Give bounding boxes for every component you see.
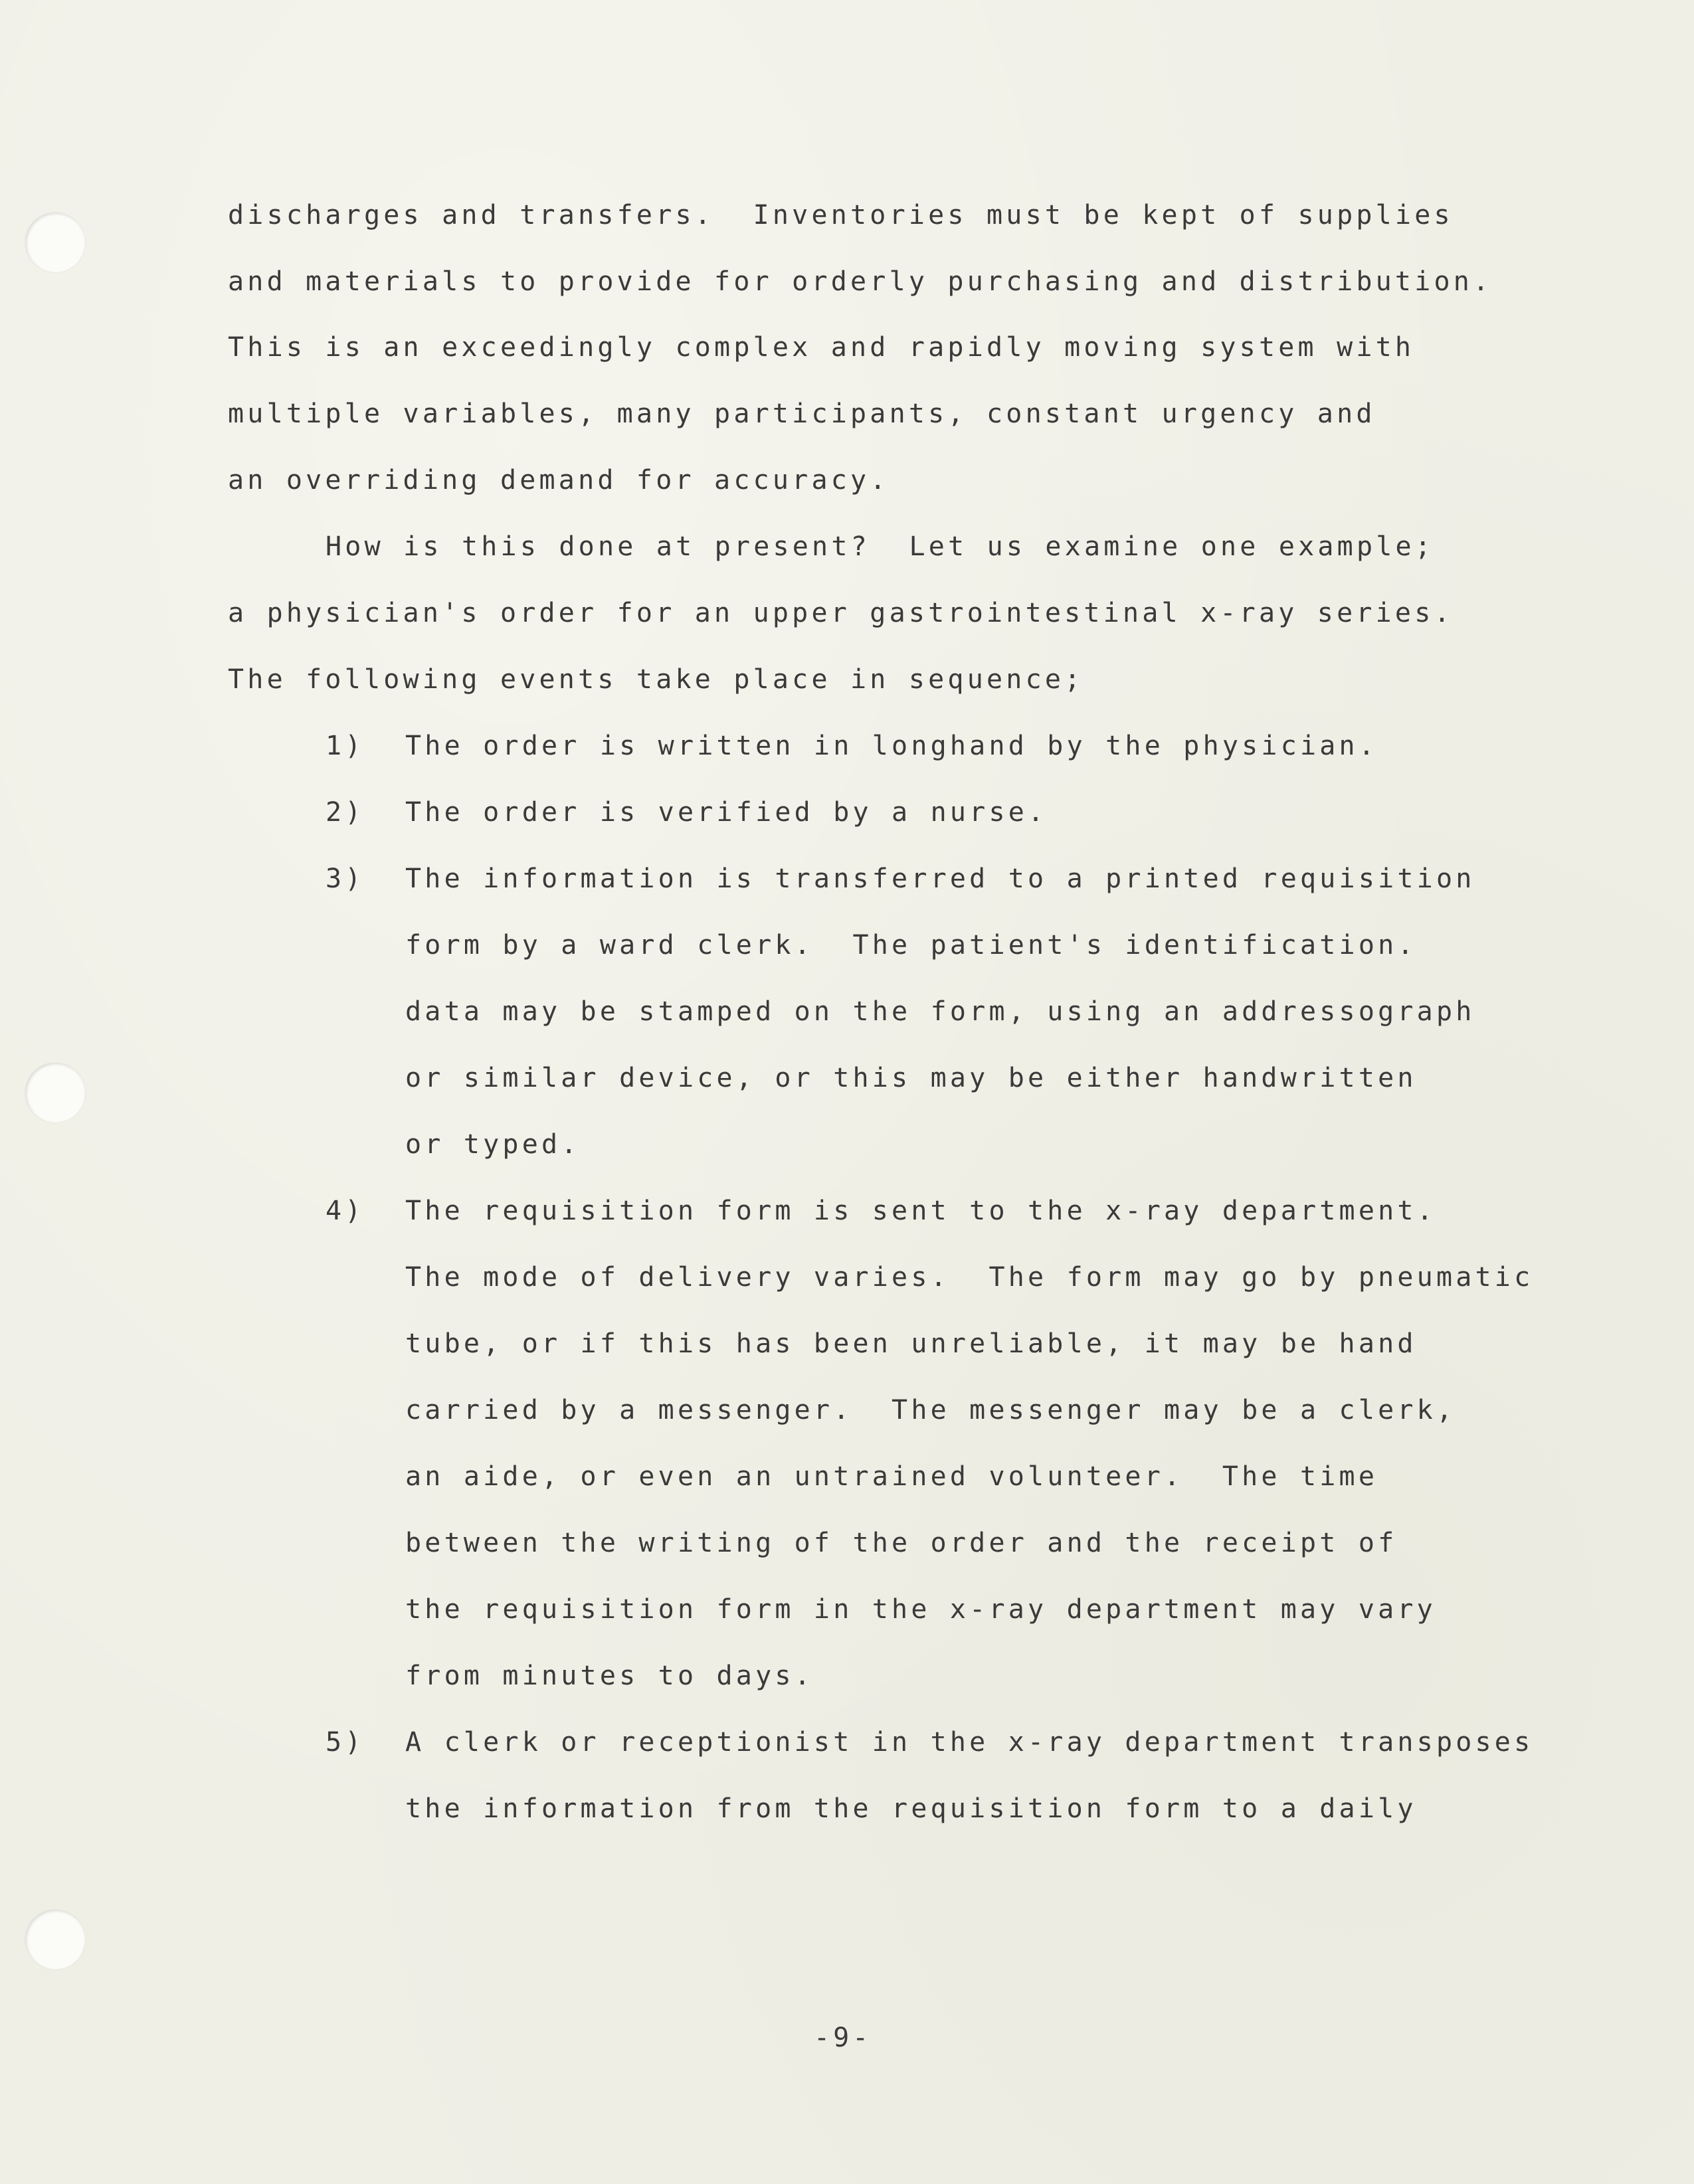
text-line: How is this done at present? Let us examine one example; bbox=[326, 531, 1435, 562]
list-item-text: The mode of delivery varies. The form may go by pneumatic bbox=[405, 1262, 1534, 1293]
text-line: discharges and transfers. Inventories must be kept of supplies bbox=[228, 200, 1454, 230]
list-item-number: 4) bbox=[326, 1196, 365, 1226]
list-item-text: The order is written in longhand by the physician. bbox=[405, 731, 1378, 761]
list-item-text: the requisition form in the x-ray department may vary bbox=[405, 1594, 1436, 1625]
list-item-text: data may be stamped on the form, using an addressograph bbox=[405, 996, 1475, 1027]
list-item-number: 1) bbox=[326, 731, 365, 761]
text-line: an overriding demand for accuracy. bbox=[228, 465, 890, 496]
list-item-text: between the writing of the order and the receipt of bbox=[405, 1528, 1398, 1558]
text-line: a physician's order for an upper gastrointestinal x-ray series. bbox=[228, 598, 1454, 628]
list-item-text: or typed. bbox=[405, 1129, 581, 1160]
list-item-text: tube, or if this has been unreliable, it may be hand bbox=[405, 1328, 1417, 1359]
list-item-text: A clerk or receptionist in the x-ray department transposes bbox=[405, 1727, 1534, 1758]
list-item-number: 2) bbox=[326, 797, 365, 828]
list-item-text: from minutes to days. bbox=[405, 1661, 814, 1691]
list-item-text: The requisition form is sent to the x-ray department. bbox=[405, 1196, 1436, 1226]
page-number: -9- bbox=[814, 2023, 872, 2053]
text-line: multiple variables, many participants, constant urgency and bbox=[228, 399, 1376, 429]
list-item-text: The order is verified by a nurse. bbox=[405, 797, 1048, 828]
list-item-number: 3) bbox=[326, 864, 365, 894]
text-line: and materials to provide for orderly purchasing and distribution. bbox=[228, 266, 1493, 297]
list-item-text: an aide, or even an untrained volunteer. The time bbox=[405, 1461, 1378, 1492]
list-item-number: 5) bbox=[326, 1727, 365, 1758]
punch-hole-bottom bbox=[25, 1910, 85, 1969]
punch-hole-middle bbox=[25, 1063, 85, 1123]
list-item-text: The information is transferred to a printed requisition bbox=[405, 864, 1475, 894]
list-item-text: carried by a messenger. The messenger may be a clerk, bbox=[405, 1395, 1456, 1425]
punch-hole-top bbox=[25, 213, 85, 272]
list-item-text: the information from the requisition form to a daily bbox=[405, 1793, 1417, 1824]
list-item-text: or similar device, or this may be either handwritten bbox=[405, 1063, 1417, 1093]
list-item-text: form by a ward clerk. The patient's identification. bbox=[405, 930, 1417, 960]
text-line: The following events take place in sequence; bbox=[228, 664, 1084, 695]
text-line: This is an exceedingly complex and rapidly moving system with bbox=[228, 332, 1415, 363]
